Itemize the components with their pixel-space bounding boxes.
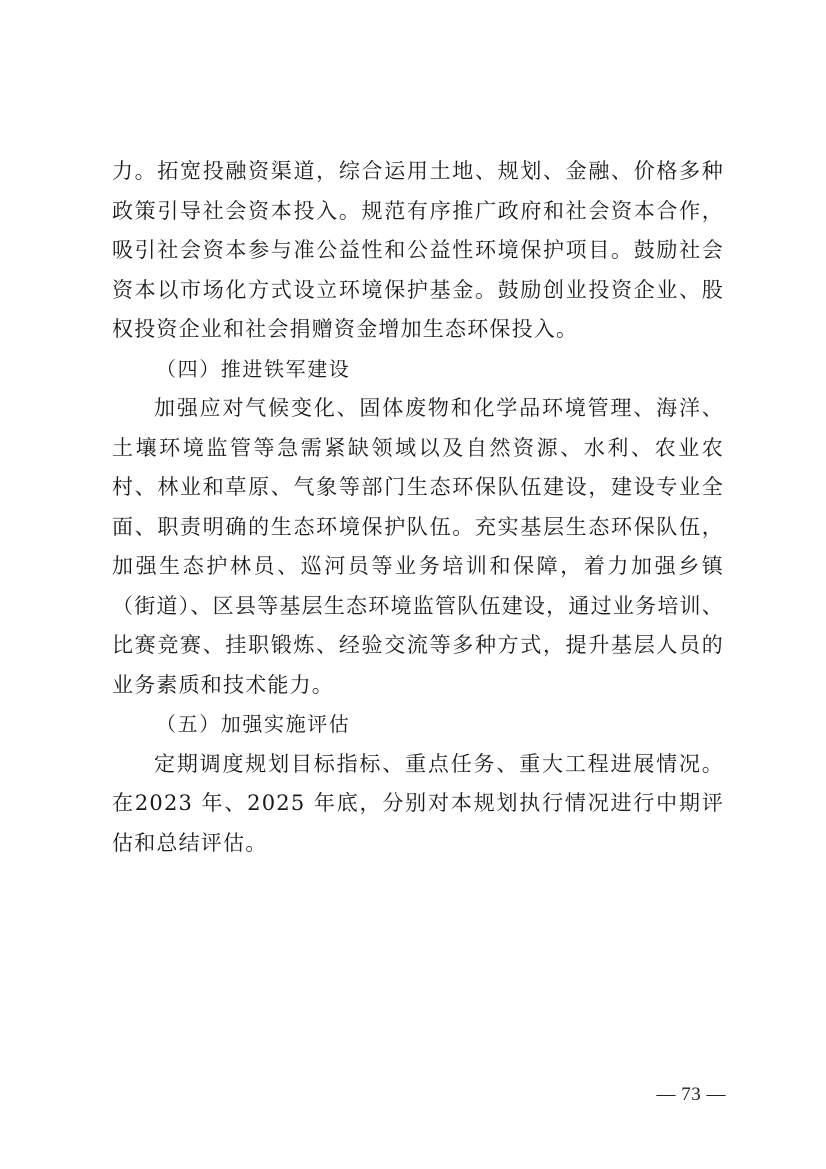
paragraph-evaluation: 定期调度规划目标指标、重点任务、重大工程进展情况。在2023 年、2025 年底，分别对本规划执行情况进行中期评估和总结评估。 xyxy=(112,751,724,855)
paragraph-investment-channels: 力。拓宽投融资渠道，综合运用土地、规划、金融、价格多种政策引导社会资本投入。规范有序推广政府和社会资本合作，吸引社会资本参与准公益性和公益性环境保护项目。鼓励社会资本以市场化方式设立环境保护基金。鼓励创业投资企业、股权投资企业和社会捐赠资金增加生态环保投入。 xyxy=(112,159,724,341)
document-body xyxy=(112,152,724,863)
section-heading-evaluation: （五）加强实施评估 xyxy=(156,712,351,736)
page-number: — 73 — xyxy=(656,1084,726,1105)
section-heading-iron-army: （四）推进铁军建设 xyxy=(156,356,351,381)
paragraph-team-building: 加强应对气候变化、固体废物和化学品环境管理、海洋、土壤环境监管等急需紧缺领域以及自然资源、水利、农业农村、林业和草原、气象等部门生态环保队伍建设，建设专业全面、职责明确的生态环境保护队伍。充实基层生态环保队伍，加强生态护林员、巡河员等业务培训和保障，着力加强乡镇（街道）、区县等基层生态环境监管队伍建设，通过业务培训、比赛竞赛、挂职锻炼、经验交流等多种方式，提升基层人员的业务素质和技术能力。 xyxy=(112,396,724,697)
